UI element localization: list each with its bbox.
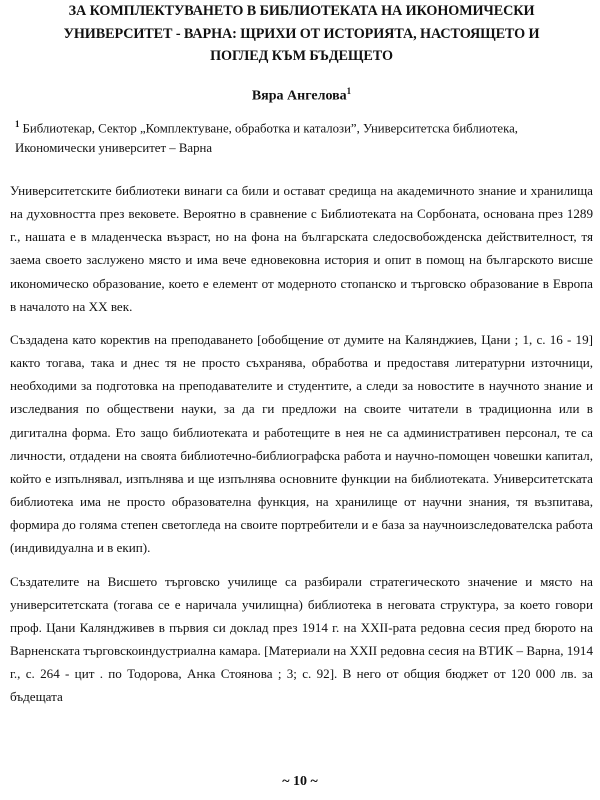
footnote-text: Библиотекар, Сектор „Комплектуване, обработка и каталози”, Университетска библиотека, Икономически университет – Варна bbox=[15, 121, 519, 156]
paragraph-1: Университетските библиотеки винаги са били и остават средища на академичното знание и хранилища на духовността през вековете. Вероятно в сравнение с Библиотеката на Сорбоната, основана през 1289 г., нашата е в младенческа възраст, но на фона на българската следосвобожденска действителност, тя заема своето заслужено място и има вече едновековна история и опит в помощ на българското висше икономическо образование, което е елемент от модерното стопанско и търговско образование в Европа в началото на XX век. bbox=[10, 183, 593, 314]
page-number: ~ 10 ~ bbox=[282, 774, 318, 789]
author-line bbox=[10, 81, 593, 107]
author-footnote-mark: 1 bbox=[346, 85, 352, 96]
article-title bbox=[10, 0, 593, 68]
title-line-3: ПОГЛЕД КЪМ БЪДЕЩЕТО bbox=[210, 48, 393, 64]
author-footnote bbox=[15, 114, 583, 158]
footnote-mark: 1 bbox=[15, 119, 20, 130]
paragraph-2: Създадена като коректив на преподаването [обобщение от думите на Калянджиев, Цани ; 1, с. 16 - 19] както тогава, така и днес тя не просто съхранява, обработва и предоставя литературни източници, необходими за подготовка на преподавателите и студентите, а следи за новостите в научното знание и изследвания по обществени науки, за да ги предложи на своите читатели в традиционна или в дигитална форма. Ето защо библиотеката и работещите в нея не са административен персонал, те са личности, отдадени на своята библиотечно-библиографска работа и научно-помощен човешки капитал, който е изпълнявал, изпълнява и ще изпълнява основните функции на библиотеката. Университетската библиотека има не просто образователна функция, на хранилище от научни знания, тя възпитава, формира до голяма степен светогледа на своите портребители и е база за научноизследователска работа (индивидуална и в екип). bbox=[10, 331, 593, 556]
author-name: Вяра Ангелова bbox=[251, 88, 347, 104]
paragraph-3: Създателите на Висшето търговско училище са разбирали стратегическото значение и място на университетската (тогава се е наричала училищна) библиотека в неговата структура, за което говори проф. Цани Каляндживев в първия си доклад през 1914 г. на XXII-рата редовна сесия пред бюрото на Варненската търговскоиндустриална камара. [Материали на XXII редовна сесия на ВТИК – Варна, 1914 г., с. 264 - цит . по Тодорова, Анка Стоянова ; 3; с. 92]. В него от общия бюджет от 120 000 лв. за бъдещата bbox=[10, 573, 593, 705]
title-line-2: УНИВЕРСИТЕТ - ВАРНА: ЩРИХИ ОТ ИСТОРИЯТА, НАСТОЯЩЕТО И bbox=[63, 25, 540, 42]
title-line-1: ЗА КОМПЛЕКТУВАНЕТО В БИБЛИОТЕКАТА НА ИКОНОМИЧЕСКИ bbox=[68, 3, 535, 19]
article-body bbox=[10, 179, 593, 718]
